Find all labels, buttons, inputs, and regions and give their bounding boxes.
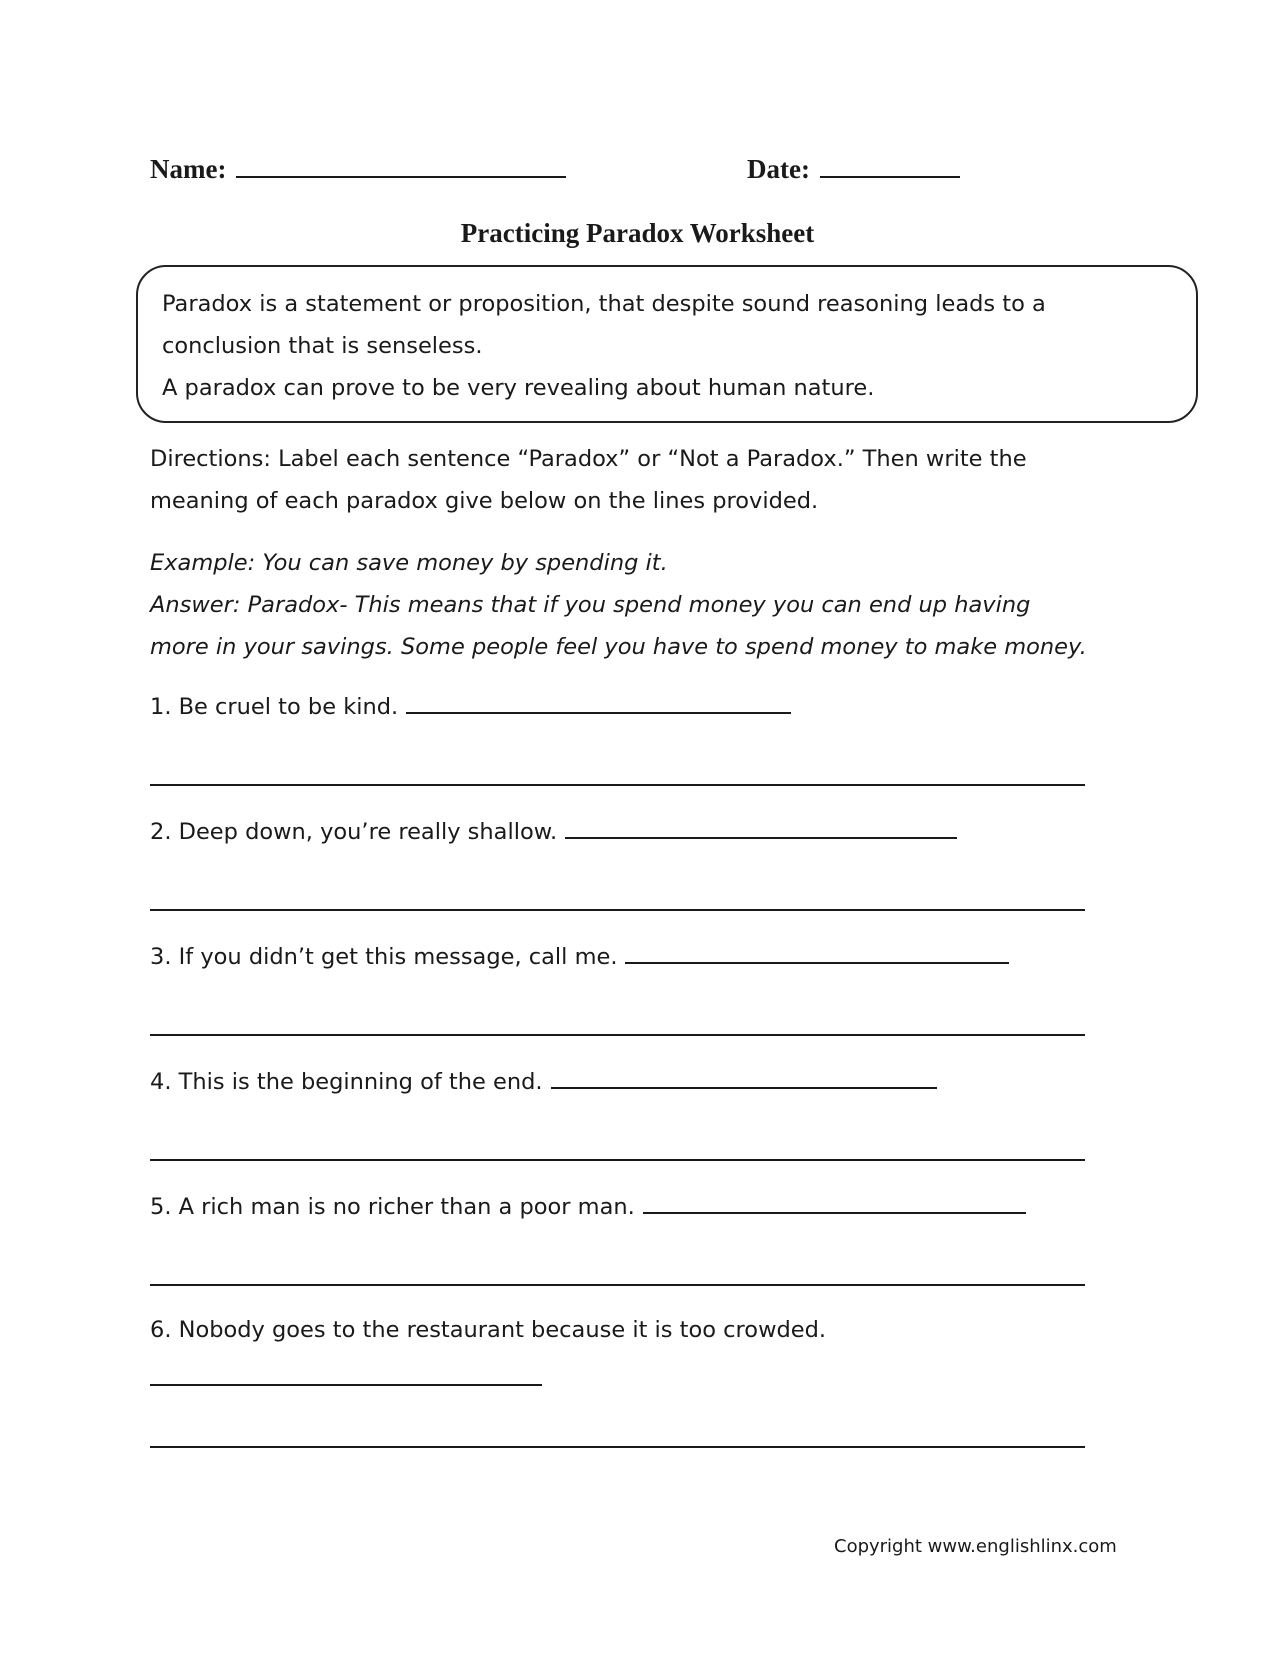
directions-line-1: Directions: Label each sentence “Paradox” or “Not a Paradox.” Then write the bbox=[150, 446, 1027, 472]
question-6 bbox=[150, 1317, 826, 1343]
example-line-2: Answer: Paradox- This means that if you spend money you can end up having bbox=[150, 592, 1031, 618]
definition-line-2: conclusion that is senseless. bbox=[162, 333, 483, 359]
question-text: 1. Be cruel to be kind. bbox=[150, 694, 399, 720]
answer-line[interactable] bbox=[150, 1446, 1085, 1448]
date-field bbox=[747, 150, 960, 185]
answer-line[interactable] bbox=[150, 1159, 1085, 1161]
question-text: 3. If you didn’t get this message, call me. bbox=[150, 944, 618, 970]
definition-line-3: A paradox can prove to be very revealing about human nature. bbox=[162, 375, 875, 401]
definition-line-1: Paradox is a statement or proposition, that despite sound reasoning leads to a bbox=[162, 291, 1046, 317]
label-blank[interactable] bbox=[643, 1192, 1026, 1214]
label-blank[interactable] bbox=[406, 692, 791, 714]
date-label: Date: bbox=[747, 154, 810, 184]
label-blank[interactable] bbox=[551, 1067, 937, 1089]
copyright: Copyright www.englishlinx.com bbox=[834, 1536, 1117, 1557]
question-text: 6. Nobody goes to the restaurant because it is too crowded. bbox=[150, 1317, 827, 1343]
question-text: 4. This is the beginning of the end. bbox=[150, 1069, 543, 1095]
name-label: Name: bbox=[150, 154, 227, 184]
label-blank[interactable] bbox=[565, 817, 957, 839]
name-field bbox=[150, 150, 566, 185]
question-5 bbox=[150, 1192, 1026, 1220]
question-1 bbox=[150, 692, 791, 720]
answer-line[interactable] bbox=[150, 784, 1085, 786]
directions bbox=[150, 438, 1027, 522]
answer-line[interactable] bbox=[150, 909, 1085, 911]
definition-box bbox=[136, 265, 1198, 423]
label-blank[interactable] bbox=[625, 942, 1009, 964]
example-line-3: more in your savings. Some people feel you have to spend money to make money. bbox=[150, 634, 1087, 660]
question-2 bbox=[150, 817, 957, 845]
example bbox=[150, 542, 1087, 668]
question-3 bbox=[150, 942, 1009, 970]
label-blank[interactable] bbox=[150, 1384, 542, 1386]
question-text: 2. Deep down, you’re really shallow. bbox=[150, 819, 558, 845]
answer-line[interactable] bbox=[150, 1034, 1085, 1036]
page-title: Practicing Paradox Worksheet bbox=[460, 218, 815, 248]
question-4 bbox=[150, 1067, 937, 1095]
example-line-1: Example: You can save money by spending it. bbox=[150, 550, 668, 576]
question-text: 5. A rich man is no richer than a poor man. bbox=[150, 1194, 635, 1220]
name-blank[interactable] bbox=[236, 150, 566, 178]
date-blank[interactable] bbox=[820, 150, 960, 178]
directions-line-2: meaning of each paradox give below on the lines provided. bbox=[150, 488, 819, 514]
answer-line[interactable] bbox=[150, 1284, 1085, 1286]
